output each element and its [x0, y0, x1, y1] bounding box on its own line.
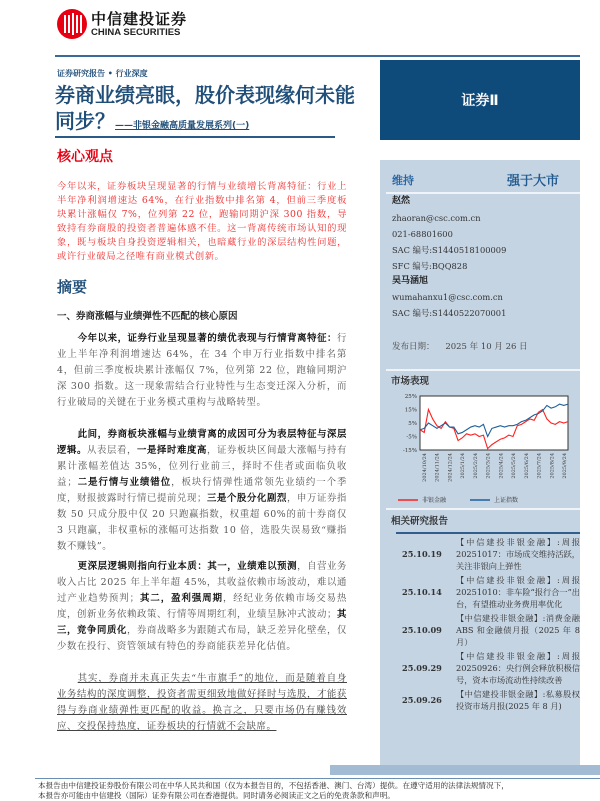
related-report-item[interactable]	[396, 536, 580, 572]
analyst-name: 赵然	[392, 196, 411, 206]
related-report-item[interactable]	[396, 612, 580, 648]
bold-text: 其二，盈利强周期	[139, 593, 223, 604]
bold-text: 三是个股分化剧烈	[206, 493, 288, 504]
citic-logo-icon	[57, 9, 87, 39]
x-tick-label: 2024/10/24	[422, 453, 428, 482]
footer-divider	[35, 778, 600, 779]
x-tick-label: 2024/12/24	[447, 453, 454, 482]
section-heading: 一、券商涨幅与业绩弹性不匹配的核心原因	[57, 311, 238, 322]
report-title-link[interactable]: 【中信建投非银金融】:消费金融ABS 和金融债月报（2025 年 8 月）	[456, 613, 580, 647]
report-date: 25.10.19	[402, 549, 442, 559]
analyst-sac: SAC 编号:S1440522070001	[392, 308, 507, 318]
disclaimer-line: 本报告亦可能由中信建投（国际）证券有限公司在香港提供。同时请务必阅读正文之后的免责条款和声明。	[38, 791, 395, 800]
analyst-email[interactable]: wumahanxu1@csc.com.cn	[392, 292, 503, 302]
report-title-link[interactable]: 【中信建投非银金融】:周报20251010：非车险“报行合一”出台，有望推动业务费用率优化	[456, 575, 580, 609]
paragraph-2	[57, 427, 347, 555]
y-tick-label: 5%	[408, 421, 417, 427]
rating-action: 维持	[392, 174, 414, 187]
divider	[386, 192, 580, 194]
legend-label: 上证指数	[494, 497, 519, 504]
text: ，证券板块区间最大涨幅与持有累计涨幅差值达 35%，位列行业前三，择时不佳者或面临负收益；	[57, 445, 347, 488]
related-report-item[interactable]	[396, 688, 580, 712]
report-title-link[interactable]: 【中信建投非银金融】:周报20251017：市场成交维持活跃，关注非银向上弹性	[456, 537, 580, 571]
legend-label: 非银金融	[422, 497, 447, 504]
x-tick-label: 2025/3/24	[485, 453, 492, 479]
y-tick-label: -15%	[402, 448, 417, 454]
company-logo	[57, 9, 187, 39]
x-tick-label: 2025/2/24	[472, 453, 479, 479]
publish-date	[392, 340, 528, 352]
core-view-text: 今年以来，证券板块呈现显著的行情与业绩增长背离特征：行业上半年净利润增速达 64%，在行业指数中排名第 4，但前三季度板块累计涨幅仅 7%，位列第 22 位，跑输同期沪深 300 指数，导致持有券商股的投资者普遍体感不佳。这一背离传统市场认知的现象，既与板块自身投资逻辑相关，也暗藏行业的深层结构性问题，或许行业破局之径唯有商业模式创新。	[57, 181, 347, 262]
main-column	[57, 148, 347, 735]
x-tick-label: 2025/9/24	[562, 453, 568, 479]
disclaimer-line: 本报告由中信建投证券股份有限公司在中华人民共和国（仅为本报告目的，不包括香港、澳门、台湾）提供。在遵守适用的法律法规情况下，	[38, 781, 509, 790]
bold-text: 更深层逻辑则指向行业本质：其一，业绩难以预测	[77, 561, 298, 572]
paragraph-3	[57, 559, 347, 655]
bold-text: 今年以来，证券行业呈现显著的绩优表现与行情背离特征：	[77, 333, 338, 344]
x-tick-label: 2025/4/24	[498, 453, 505, 479]
market-performance-chart	[388, 388, 578, 506]
header-divider	[55, 55, 580, 57]
analyst-phone: 021-68801600	[392, 229, 453, 239]
x-tick-label: 2025/7/24	[536, 453, 543, 479]
analyst-email[interactable]: zhaoran@csc.com.cn	[392, 213, 481, 223]
report-title-link[interactable]: 【中信建投非银金融】:周报20250926：央行例会释放积极信号，资本市场流动性持续改善	[456, 651, 580, 685]
publish-date-label: 发布日期：	[392, 342, 435, 352]
y-tick-label: 25%	[404, 394, 417, 400]
title-series: ——非银金融高质量发展系列(一)	[115, 121, 250, 131]
report-date: 25.09.29	[402, 663, 442, 673]
x-tick-label: 2025/8/24	[549, 453, 556, 479]
x-tick-label: 2025/6/24	[523, 453, 530, 479]
paragraph-1	[57, 331, 347, 411]
title-main: 券商业绩亮眼，股价表现缘何未能同步？	[55, 83, 355, 133]
analyst-sfc: SFC 编号:BQQ828	[392, 261, 468, 271]
logo-cn: 中信建投证券	[91, 9, 188, 28]
abstract-heading: 摘要	[57, 278, 88, 296]
report-title-link[interactable]: 【中信建投非银金融】:私募股权投资市场月报(2025 年 8 月)	[456, 689, 580, 711]
x-tick-label: 2025/1/24	[460, 453, 467, 479]
report-type: 证券研究报告 • 行业深度	[57, 69, 148, 78]
disclaimer	[38, 781, 509, 801]
bold-text: 二是行情与业绩错位	[77, 477, 172, 488]
report-date: 25.09.26	[402, 695, 442, 705]
rating-value: 强于大市	[507, 174, 560, 189]
related-report-item[interactable]	[396, 574, 580, 610]
title-underline	[55, 136, 335, 138]
text: ，申万证券指数 50 只成分股中仅 20 只跑赢指数，权重超 60%的前十券商仅 3 只跑赢，非权重标的涨幅可达指数 10 倍，选股失误易致“赚指数不赚钱”。	[57, 493, 347, 552]
report-title	[55, 82, 355, 139]
related-reports-heading: 相关研究报告	[391, 516, 449, 527]
sector-label: 证券Ⅱ	[380, 60, 580, 140]
divider	[396, 532, 580, 534]
market-heading: 市场表现	[391, 376, 430, 387]
text: 从表层看，	[87, 445, 137, 456]
related-report-item[interactable]	[396, 650, 580, 686]
text: ，券商战略多为跟随式布局，缺乏差异化壁垒，仅少数在投行、资管领域有特色的券商能获差异化估值。	[57, 625, 348, 652]
bold-text: 一是择时难度高	[137, 445, 207, 456]
paragraph-4: 其实，券商并未真正失去“牛市旗手”的地位，而是随着自身业务结构的深度调整，投资者需更细致地做好择时与选股，才能获得与券商业绩弹性更匹配的收益。换言之，只要市场仍有赚钱效应、交投保持热度，证券板块的行情就不会缺席。	[57, 673, 347, 732]
bold-text: 其三，竞争同质化	[57, 609, 347, 636]
analyst-sac: SAC 编号:S1440518100009	[392, 245, 507, 255]
text: 行业上半年净利润增速达 64%，在 34 个申万行业指数中排名第 4，但前三季度板块累计涨幅仅 7%，位列第 22 位，跑输同期沪深 300 指数。这一现象需结合行业特性与生态变迁深入分析，而行业破局的关键在于业务模式重构与战略转型。	[57, 333, 348, 408]
report-date: 25.10.14	[402, 587, 442, 597]
related-reports-list	[396, 536, 580, 712]
x-tick-label: 2025/5/24	[511, 453, 518, 479]
publish-date-value: 2025 年 10 月 26 日	[445, 342, 528, 352]
plot-area	[420, 396, 568, 450]
y-tick-label: 15%	[404, 407, 417, 414]
logo-en: CHINA SECURITIES	[91, 26, 181, 38]
divider	[386, 508, 580, 510]
text: ，自营业务收入占比 2025 年上半年超 45%，其收益依赖市场波动，难以通过产业趋势预判；	[57, 561, 348, 604]
x-tick-label: 2024/11/24	[434, 453, 441, 482]
core-view-heading: 核心观点	[57, 149, 113, 165]
text: ，板块行情弹性通常领先业绩约一个季度，财报披露时行情已提前兑现；	[57, 477, 348, 504]
divider	[386, 369, 580, 371]
bold-text: 此间，券商板块涨幅与业绩背离的成因可分为表层特征与深层逻辑。	[57, 429, 347, 456]
footer-bar	[330, 765, 600, 775]
report-date: 25.10.09	[402, 625, 442, 635]
y-tick-label: -5%	[406, 434, 417, 441]
text: ，经纪业务依赖市场交易热度，创新业务依赖政策、行情等周期红利，业绩呈脉冲式波动；	[57, 593, 347, 620]
analyst-name: 吴马涵旭	[392, 276, 429, 286]
